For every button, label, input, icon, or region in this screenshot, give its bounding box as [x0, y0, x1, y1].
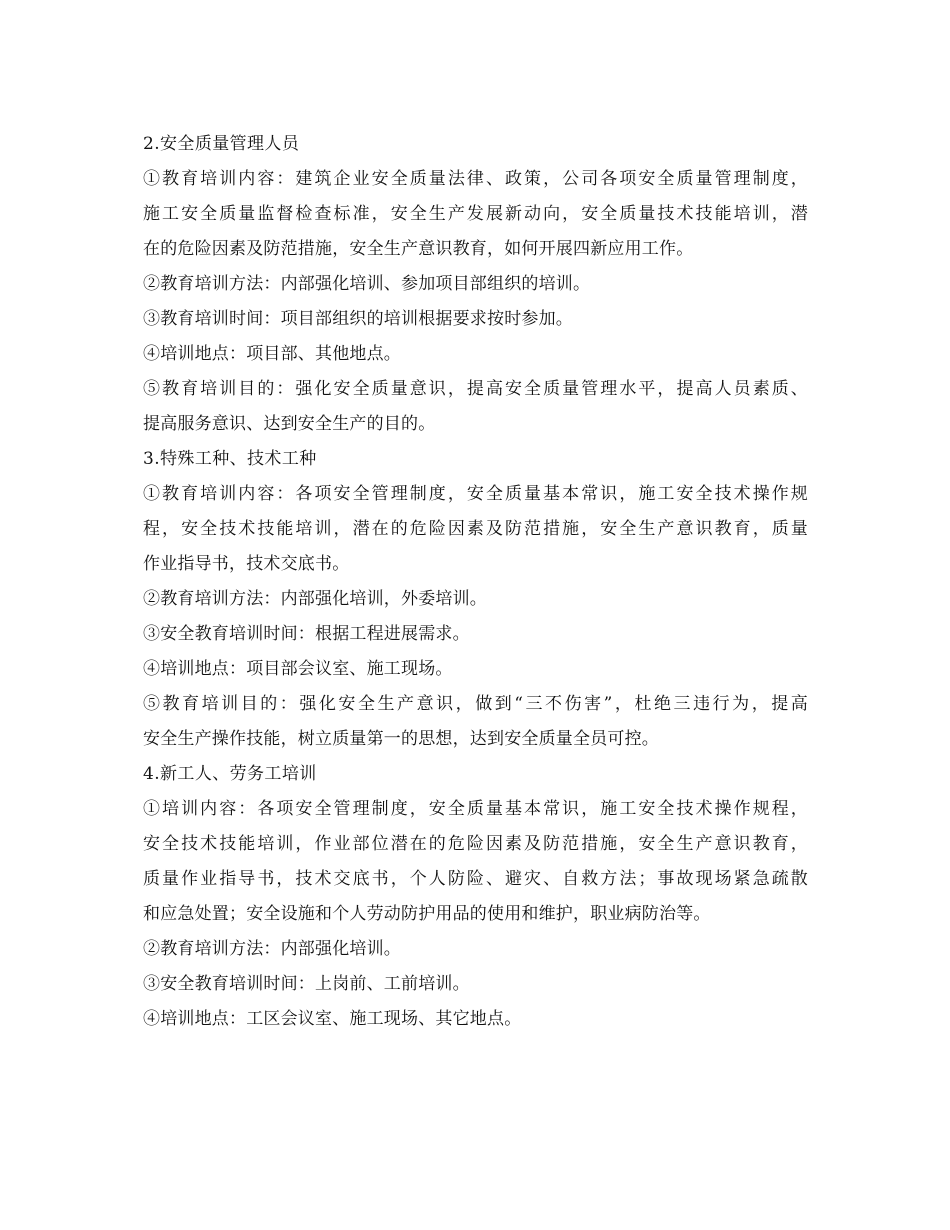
- paragraph-line: ⑤教育培训目的：强化安全生产意识，做到“三不伤害”，杜绝三违行为，提高: [143, 694, 808, 714]
- paragraph-line: 作业指导书，技术交底书。: [143, 554, 350, 574]
- paragraph-line: 安全生产操作技能，树立质量第一的思想，达到安全质量全员可控。: [143, 729, 659, 749]
- section-heading: 2.安全质量管理人员: [143, 134, 300, 154]
- paragraph-line: ④培训地点：工区会议室、施工现场、其它地点。: [143, 1009, 522, 1029]
- paragraph-line: ④培训地点：项目部、其他地点。: [143, 344, 401, 364]
- paragraph-line: 在的危险因素及防范措施，安全生产意识教育，如何开展四新应用工作。: [143, 239, 694, 259]
- paragraph-line: ⑤教育培训目的：强化安全质量意识，提高安全质量管理水平，提高人员素质、: [143, 379, 808, 399]
- paragraph-line: 和应急处置；安全设施和个人劳动防护用品的使用和维护，职业病防治等。: [143, 904, 711, 924]
- document-body: [143, 127, 808, 1037]
- section-heading: 3.特殊工种、技术工种: [143, 449, 317, 469]
- paragraph-line: ①教育培训内容：各项安全管理制度，安全质量基本常识，施工安全技术操作规: [143, 484, 808, 504]
- paragraph-line: 提高服务意识、达到安全生产的目的。: [143, 414, 436, 434]
- paragraph-line: 安全技术技能培训，作业部位潜在的危险因素及防范措施，安全生产意识教育，: [143, 834, 808, 854]
- paragraph-line: ①培训内容：各项安全管理制度，安全质量基本常识，施工安全技术操作规程，: [143, 799, 808, 819]
- paragraph-line: ②教育培训方法：内部强化培训。: [143, 939, 401, 959]
- paragraph-line: ③安全教育培训时间：上岗前、工前培训。: [143, 974, 470, 994]
- paragraph-line: 程，安全技术技能培训，潜在的危险因素及防范措施，安全生产意识教育，质量: [143, 519, 808, 539]
- paragraph-line: ①教育培训内容：建筑企业安全质量法律、政策，公司各项安全质量管理制度，: [143, 169, 808, 189]
- paragraph-line: ②教育培训方法：内部强化培训、参加项目部组织的培训。: [143, 274, 591, 294]
- section-heading: 4.新工人、劳务工培训: [143, 764, 317, 784]
- paragraph-line: ②教育培训方法：内部强化培训，外委培训。: [143, 589, 487, 609]
- paragraph-line: ③安全教育培训时间：根据工程进展需求。: [143, 624, 470, 644]
- paragraph-line: ③教育培训时间：项目部组织的培训根据要求按时参加。: [143, 309, 573, 329]
- paragraph-line: 质量作业指导书，技术交底书，个人防险、避灾、自救方法；事故现场紧急疏散: [143, 869, 808, 889]
- paragraph-line: ④培训地点：项目部会议室、施工现场。: [143, 659, 453, 679]
- paragraph-line: 施工安全质量监督检查标准，安全生产发展新动向，安全质量技术技能培训，潜: [143, 204, 808, 224]
